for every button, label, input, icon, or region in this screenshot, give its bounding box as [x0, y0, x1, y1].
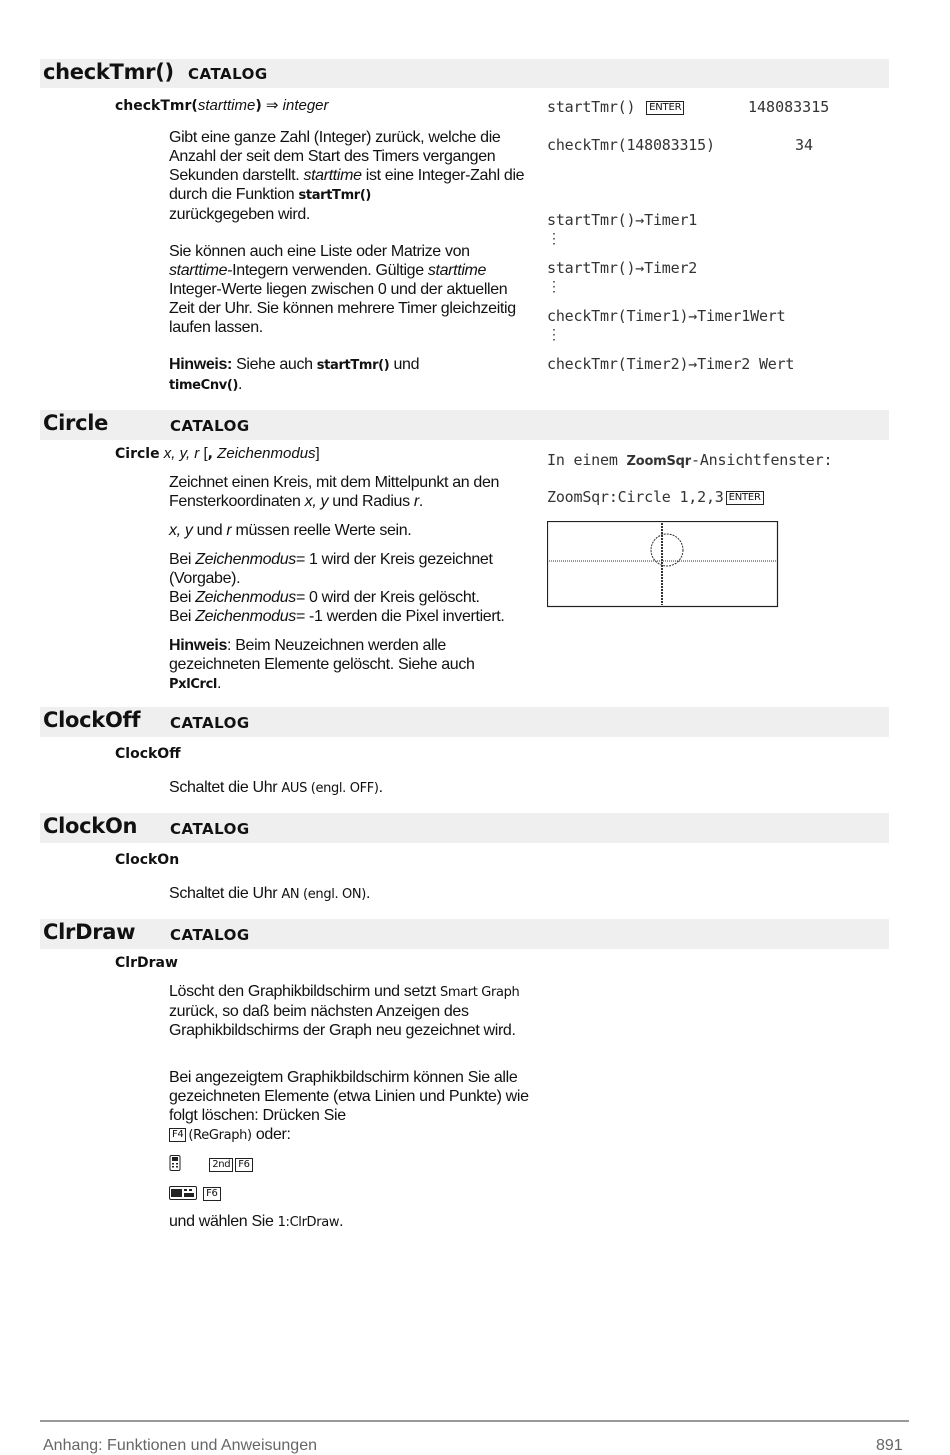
f6-key: F6	[203, 1187, 220, 1201]
example-timer1: startTmr()→Timer1	[547, 211, 698, 229]
enter-key: ENTER	[646, 101, 684, 115]
catalog-label-circle: CATALOG	[170, 417, 250, 435]
entry-title-circle: Circle	[43, 411, 109, 435]
entry-title-clockoff: ClockOff	[43, 708, 141, 732]
example-timer2-wert: checkTmr(Timer2)→Timer2 Wert	[547, 355, 795, 373]
clrdraw-voyage-keys	[169, 1184, 531, 1203]
ti89-calculator-icon	[169, 1155, 181, 1171]
2nd-key: 2nd	[209, 1158, 233, 1172]
syntax-circle: Circle x, y, r [, Zeichenmodus]	[115, 445, 320, 462]
catalog-label-clockon: CATALOG	[170, 820, 250, 838]
voyage200-calculator-icon	[169, 1186, 197, 1200]
example-starttmr-result: 148083315	[748, 98, 830, 116]
entry-title-clrdraw: ClrDraw	[43, 920, 136, 944]
catalog-label-clrdraw: CATALOG	[170, 926, 250, 944]
ellipsis-1: ⋮	[547, 231, 561, 247]
circle-hint: Hinweis: Beim Neuzeichnen werden alle gezeichneten Elemente gelöscht. Siehe auch PxlCrcl.	[169, 637, 475, 692]
clockoff-description: Schaltet die Uhr AUS (engl. OFF).	[169, 779, 383, 796]
section-header-circle	[40, 410, 889, 440]
clockon-description: Schaltet die Uhr AN (engl. ON).	[169, 885, 371, 902]
example-checktmr-result: 34	[795, 136, 814, 154]
example-starttmr: startTmr() ENTER	[547, 98, 686, 116]
entry-title-checktmr: checkTmr()	[43, 60, 174, 84]
f4-key: F4	[169, 1128, 186, 1142]
section-header-clockoff	[40, 707, 889, 737]
footer-section-title: Anhang: Funktionen und Anweisungen	[43, 1437, 317, 1454]
checktmr-list-note: Sie können auch eine Liste oder Matrize von starttime-Integern verwenden. Gültige starttime Integer-Werte liegen zwischen 0 und der aktuellen Zeit der Uhr. Sie können mehrere Timer gleichzeitig laufen lassen.	[169, 243, 516, 336]
syntax-clrdraw: ClrDraw	[115, 955, 178, 971]
section-header-clrdraw	[40, 919, 889, 949]
enter-key: ENTER	[726, 491, 764, 505]
ellipsis-3: ⋮	[547, 327, 561, 343]
catalog-label-checktmr: CATALOG	[188, 65, 268, 83]
syntax-checktmr: checkTmr(starttime) ⇒ integer	[115, 97, 329, 114]
checktmr-description: Gibt eine ganze Zahl (Integer) zurück, welche die Anzahl der seit dem Start des Timers vergangen Sekunden darstellt. starttime ist eine Integer-Zahl die durch die Funktion startTmr() zurückgegeben wird.	[169, 129, 525, 223]
circle-real-values: x, y und r müssen reelle Werte sein.	[169, 522, 412, 539]
catalog-label-clockoff: CATALOG	[170, 714, 250, 732]
clrdraw-description: Löscht den Graphikbildschirm und setzt Smart Graph zurück, so daß beim nächsten Anzeigen des Graphikbildschirms der Graph neu gezeichnet wird.	[169, 983, 520, 1039]
circle-example-code: ZoomSqr:Circle 1,2,3 ENTER	[547, 488, 766, 506]
syntax-clockon: ClockOn	[115, 852, 180, 868]
clrdraw-menu-select: und wählen Sie 1:ClrDraw.	[169, 1213, 344, 1230]
circle-drawmode: Bei Zeichenmodus= 1 wird der Kreis gezeichnet (Vorgabe). Bei Zeichenmodus= 0 wird der Kreis gelöscht. Bei Zeichenmodus= -1 werden die Pixel invertiert.	[169, 551, 505, 625]
footer-divider	[40, 1420, 909, 1422]
example-timer2: startTmr()→Timer2	[547, 259, 698, 277]
circle-example-intro: In einem ZoomSqr-Ansichtfenster:	[547, 451, 833, 469]
syntax-clockoff: ClockOff	[115, 746, 181, 762]
calculator-graph-screen	[547, 521, 779, 608]
clrdraw-ti89-keys	[169, 1155, 531, 1174]
page-number: 891	[876, 1437, 903, 1454]
circle-description: Zeichnet einen Kreis, mit dem Mittelpunkt an den Fensterkoordinaten x, y und Radius r.	[169, 474, 500, 510]
checktmr-hint: Hinweis: Siehe auch startTmr() und timeCnv().	[169, 356, 420, 393]
f6-key: F6	[235, 1158, 252, 1172]
section-header-clockon	[40, 813, 889, 843]
entry-title-clockon: ClockOn	[43, 814, 138, 838]
clrdraw-instructions: Bei angezeigtem Graphikbildschirm können Sie alle gezeichneten Elemente (etwa Linien und Punkte) wie folgt löschen: Drücken Sie F4 (ReGraph) oder:	[169, 1069, 529, 1143]
example-timer1-wert: checkTmr(Timer1)→Timer1Wert	[547, 307, 786, 325]
example-checktmr: checkTmr(148083315)	[547, 136, 715, 154]
ellipsis-2: ⋮	[547, 279, 561, 295]
